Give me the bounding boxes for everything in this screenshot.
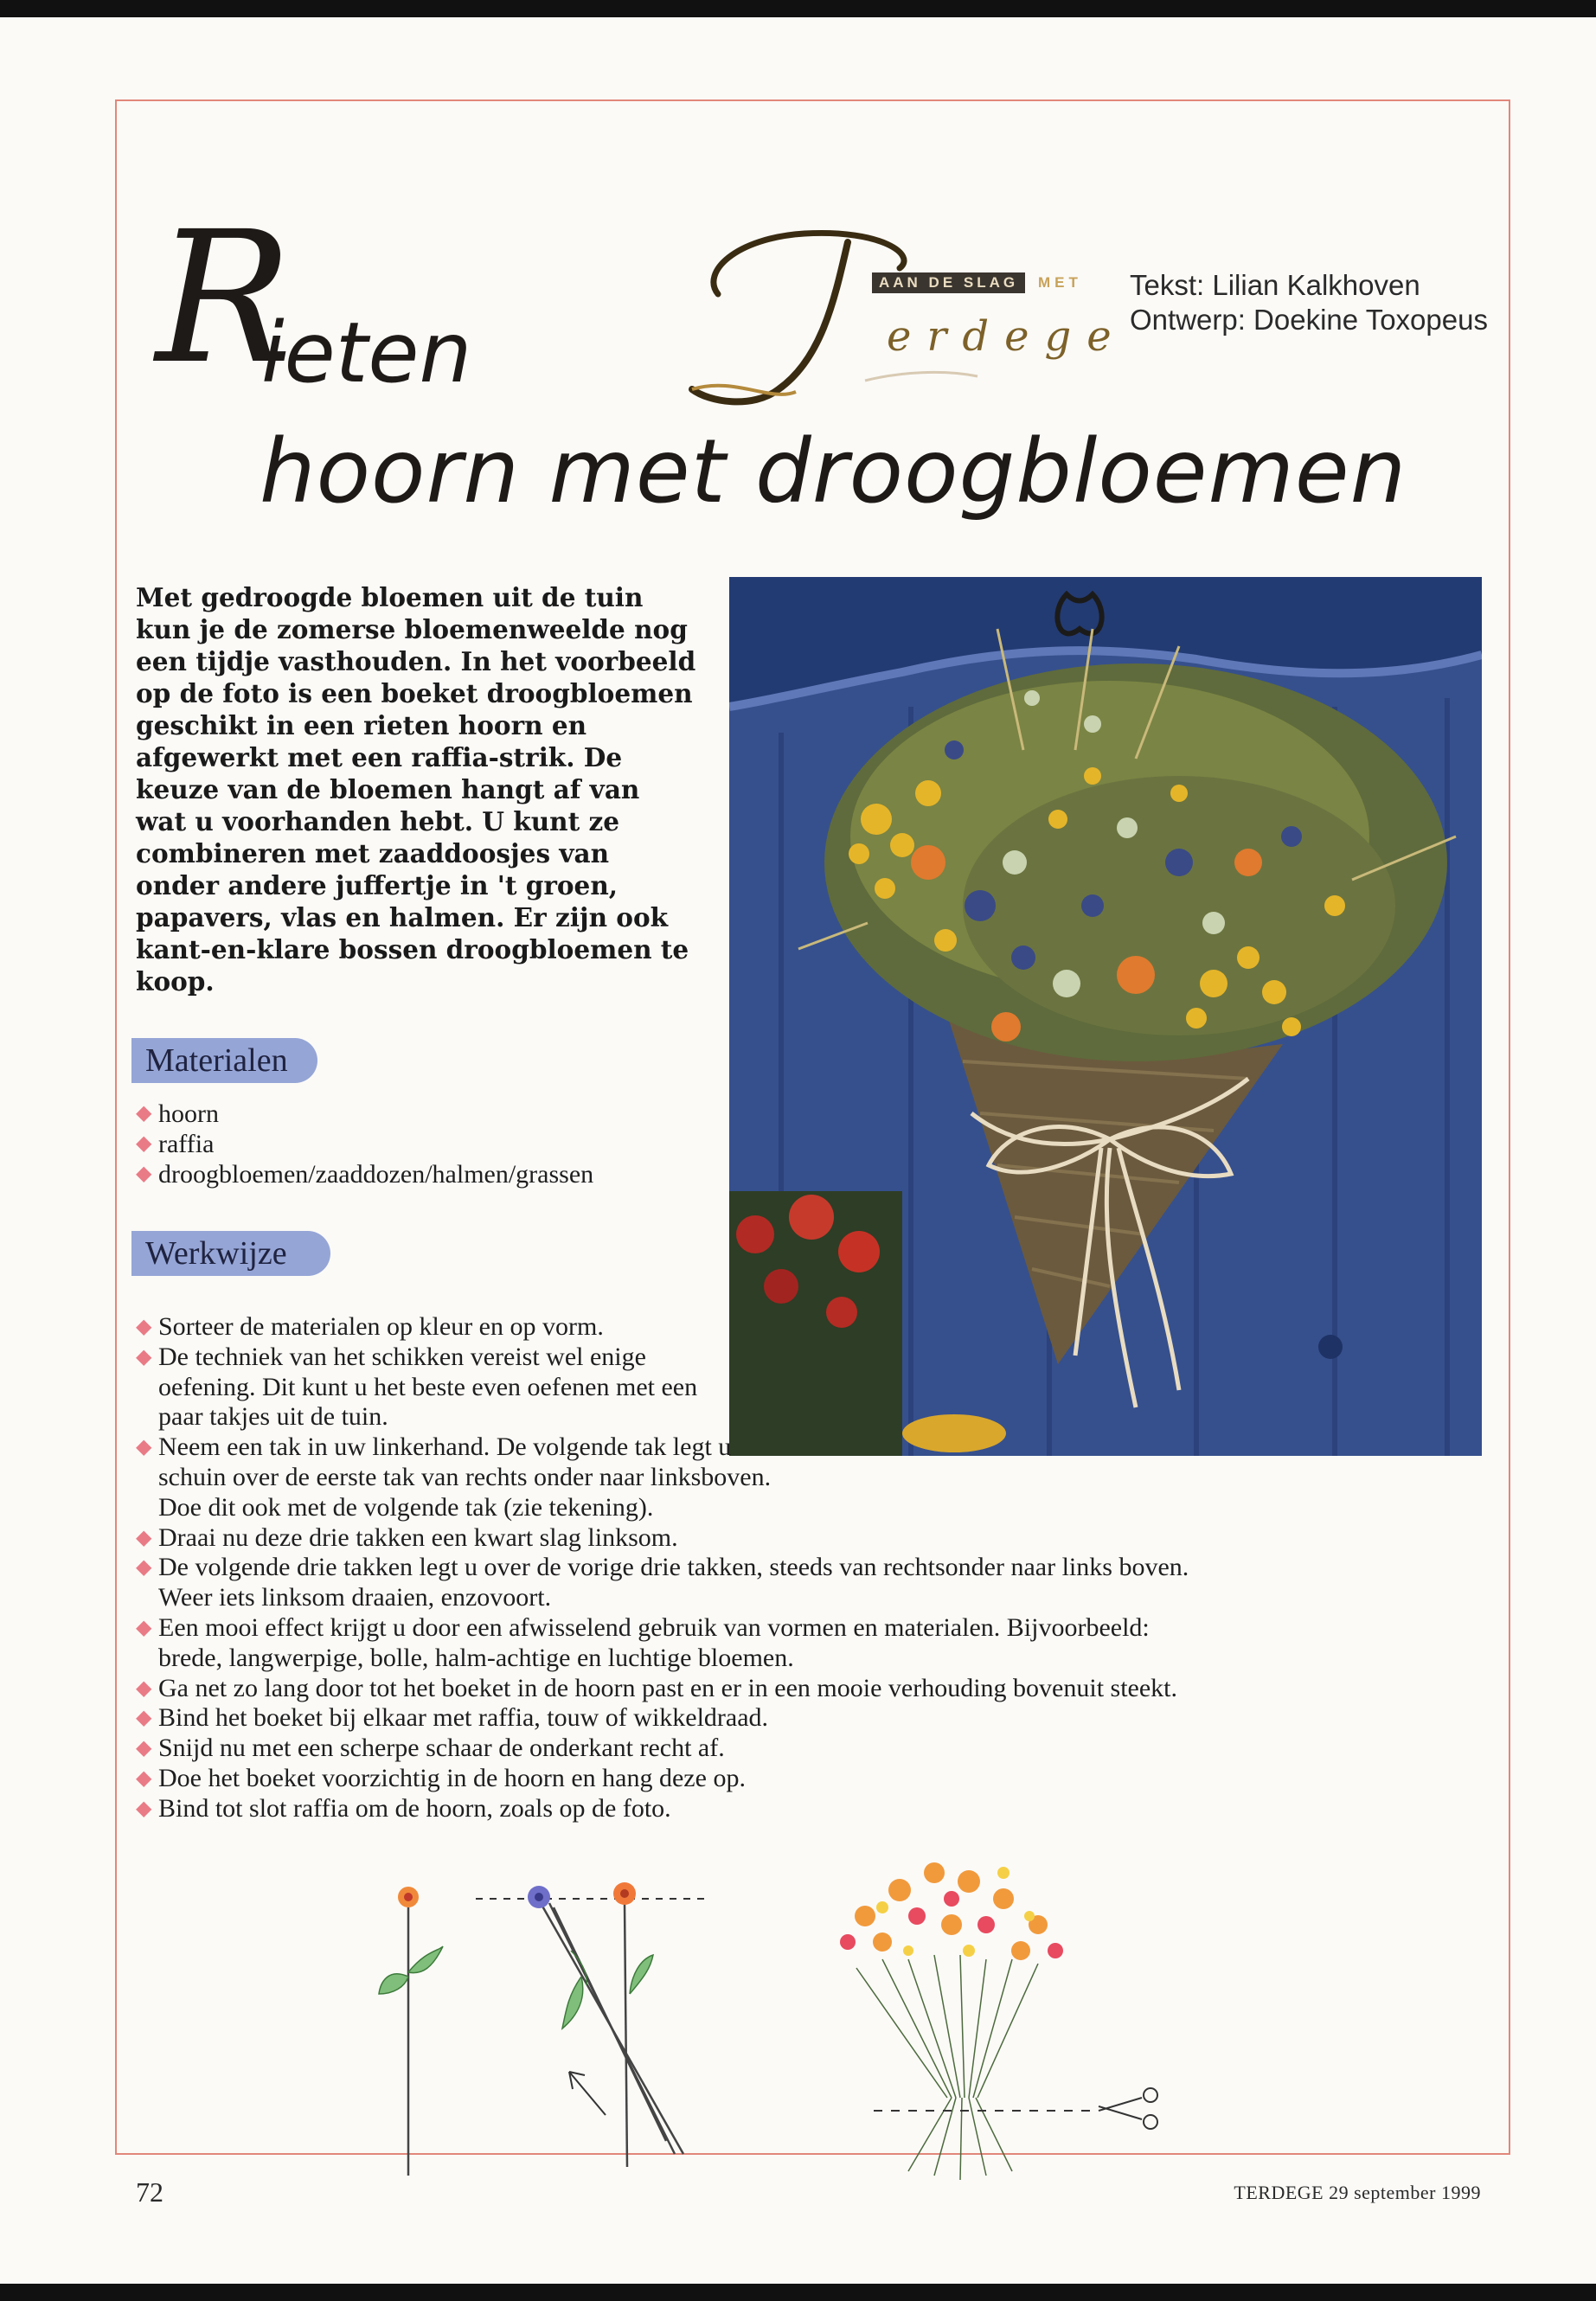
list-item <box>136 1674 1208 1704</box>
credit-design: Ontwerp: Doekine Toxopeus <box>1130 304 1488 336</box>
publication-info: TERDEGE 29 september 1999 <box>1234 2182 1481 2203</box>
logo-tagline: AAN DE SLAG <box>872 272 1025 293</box>
materials-list <box>136 1099 741 1189</box>
list-item <box>136 1553 1208 1613</box>
logo-wordmark: erdege <box>887 312 1127 361</box>
list-item: ◆ hoorn <box>136 1099 741 1129</box>
page-number: 72 <box>136 2176 163 2208</box>
technique-drawing <box>346 1821 1211 2184</box>
list-item <box>136 1523 1208 1554</box>
list-item <box>136 1794 1208 1824</box>
crossed-stems <box>541 1903 683 2167</box>
list-item: ◆ droogbloemen/zaaddozen/halmen/grassen <box>136 1159 741 1189</box>
arrow-icon <box>569 2072 606 2115</box>
list-item <box>136 1343 1208 1433</box>
method-steps <box>136 1312 1208 1824</box>
step-text: Bind het boeket bij elkaar met raffia, touw of wikkeldraad. <box>158 1703 769 1733</box>
step-text: Sorteer de materialen op kleur en op vorm. <box>158 1312 604 1341</box>
logo-t-swash <box>683 203 1099 415</box>
logo-met: MET <box>1038 274 1082 291</box>
step-text: ◆ De techniek van het schikken vereist wel enige oefening. Dit kunt u het beste even oefenen met een paar takjes uit de tuin. <box>158 1342 698 1432</box>
step-text: Ga net zo lang door tot het boeket in de hoorn past en er in een mooie verhouding bovenuit steekt. <box>158 1673 1178 1702</box>
title-initial: R <box>156 192 290 404</box>
terdege-logo <box>683 203 1127 415</box>
title-subline: hoorn met droogbloemen <box>260 420 1407 523</box>
step-text: De volgende drie takken legt u over de vorige drie takken, steeds van rechtsonder naar links boven. Weer iets linksom draaien, enzovoort. <box>158 1553 1189 1612</box>
title-word: ieten <box>261 304 472 401</box>
stem-illustration <box>346 1821 1211 2184</box>
list-item <box>136 1433 1208 1522</box>
scissors-icon <box>1099 2088 1157 2129</box>
list-item <box>136 1613 1208 1674</box>
method-heading: Werkwijze <box>131 1231 330 1276</box>
list-item <box>136 1703 1208 1734</box>
step-text: Draai nu deze drie takken een kwart slag linksom. <box>158 1522 678 1552</box>
intro-paragraph: Met gedroogde bloemen uit de tuin kun je de zomerse bloemenweelde nog een tijdje vasthouden. In het voorbeeld op de foto is een boeket droogbloemen geschikt in een rieten hoorn en afgewerkt met een raffia-strik. De keuze van de bloemen hangt af van wat u voorhanden hebt. U kunt ze combineren met zaaddoosjes van onder andere juffertje in 't groen, papavers, vlas en halmen. Er zijn ook kant-en-klare bossen droogbloemen te koop. <box>136 582 696 997</box>
step-text: Snijd nu met een scherpe schaar de onderkant recht af. <box>158 1734 725 1763</box>
step-text: Een mooi effect krijgt u door een afwisselend gebruik van vormen en materialen. Bijvoorbeeld: brede, langwerpige, bolle, halm-achtige en luchtige bloemen. <box>158 1612 1150 1672</box>
list-item: ◆ raffia <box>136 1129 741 1159</box>
step-text: Bind tot slot raffia om de hoorn, zoals op de foto. <box>158 1793 671 1823</box>
magazine-page <box>0 17 1596 2284</box>
list-item <box>136 1764 1208 1794</box>
credit-text: Tekst: Lilian Kalkhoven <box>1130 269 1420 301</box>
single-stem <box>379 1887 443 2176</box>
bound-bouquet <box>840 1862 1063 2180</box>
list-item <box>136 1734 1208 1764</box>
materials-heading: Materialen <box>131 1038 317 1083</box>
list-item <box>136 1312 1208 1343</box>
step-text: ◆ Neem een tak in uw linkerhand. De volgende tak legt u schuin over de eerste tak van rechts onder naar linksboven. Doe dit ook met de volgende tak (zie tekening). <box>158 1433 772 1522</box>
credits <box>1130 268 1488 337</box>
step-text: Doe het boeket voorzichtig in de hoorn en hang deze op. <box>158 1763 746 1792</box>
